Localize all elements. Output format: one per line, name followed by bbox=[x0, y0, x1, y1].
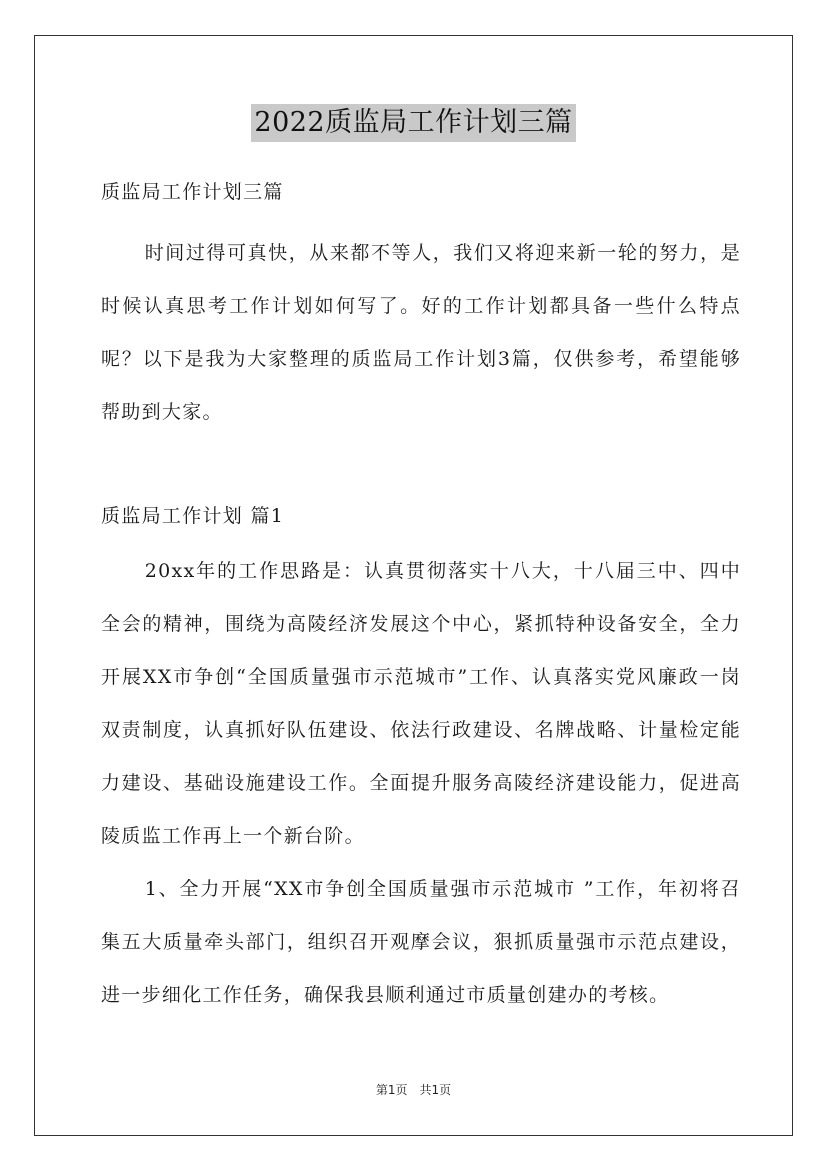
section1-paragraph-2: 1、全力开展“XX市争创全国质量强市示范城市 ”工作，年初将召集五大质量牵头部门，组织召开观摩会议，狠抓质量强市示范点建设，进一步细化工作任务，确保我县顺利通过市质量创建办的考核。 bbox=[101, 878, 741, 1006]
section1-heading: 质监局工作计划 篇1 bbox=[101, 505, 285, 527]
document-title: 2022质监局工作计划三篇 bbox=[251, 104, 575, 142]
intro-paragraph: 时间过得可真快，从来都不等人，我们又将迎来新一轮的努力，是时候认真思考工作计划如何写了。好的工作计划都具备一些什么特点呢？以下是我为大家整理的质监局工作计划3篇，仅供参考，希望能够帮助到大家。 bbox=[101, 242, 741, 423]
document-body bbox=[101, 175, 741, 1022]
title-container bbox=[0, 104, 827, 142]
section1-paragraph-1: 20xx年的工作思路是：认真贯彻落实十八大，十八届三中、四中全会的精神，围绕为高陵经济发展这个中心，紧抓特种设备安全，全力开展XX市争创“全国质量强市示范城市”工作、认真落实党风廉政一岗双责制度，认真抓好队伍建设、依法行政建设、名牌战略、计量检定能力建设、基础设施建设工作。全面提升服务高陵经济建设能力，促进高陵质监工作再上一个新台阶。 bbox=[101, 560, 741, 847]
intro-heading: 质监局工作计划三篇 bbox=[101, 181, 284, 203]
page-footer: 第1页 共1页 bbox=[375, 1083, 452, 1097]
